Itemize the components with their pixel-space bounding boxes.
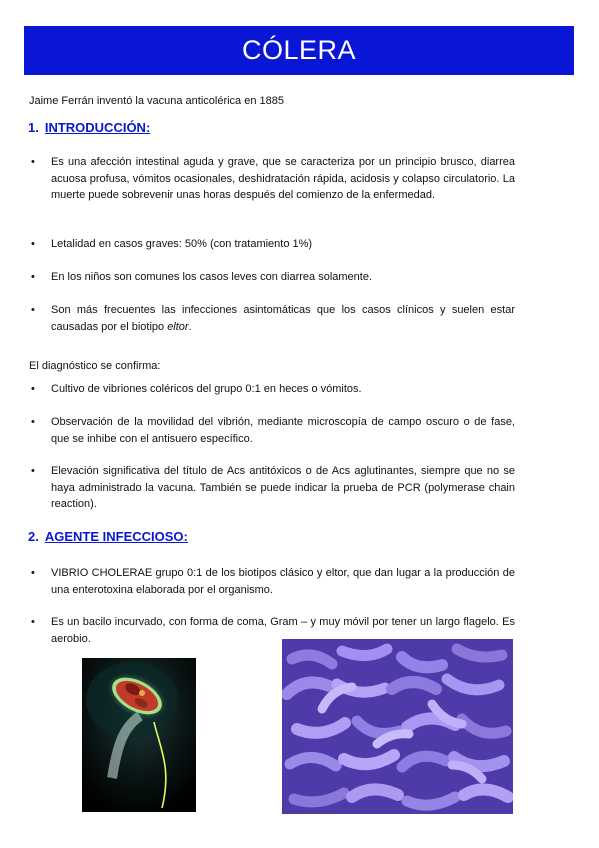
section-number: 1. xyxy=(28,120,39,135)
list-item xyxy=(31,302,515,335)
list-item-text: En los niños son comunes los casos leves con diarrea solamente. xyxy=(51,271,373,283)
bullet-icon: • xyxy=(31,465,35,477)
list-item-text: Letalidad en casos graves: 50% (con tratamiento 1%) xyxy=(51,238,313,250)
list-item xyxy=(31,154,515,204)
bullet-icon: • xyxy=(31,416,35,428)
list-item-text: VIBRIO CHOLERAE grupo 0:1 de los biotipos clásico y eltor, que dan lugar a la producción de una enterotoxina elaborada por el organismo. xyxy=(51,567,515,596)
list-item xyxy=(31,269,515,286)
section-heading-introduccion xyxy=(28,120,150,135)
list-item-text: Cultivo de vibriones coléricos del grupo 0:1 en heces o vómitos. xyxy=(51,383,362,395)
list-item xyxy=(31,381,515,398)
bullet-icon: • xyxy=(31,383,35,395)
list-item-text: Es una afección intestinal aguda y grave, que se caracteriza por un principio brusco, diarrea acuosa profusa, vómitos ocasionales, deshidratación rápida, acidosis y colapso circulatorio. La muerte puede sobrevenir unas horas después del comienzo de la enfermedad. xyxy=(51,156,515,201)
list-item-text: Son más frecuentes las infecciones asintomáticas que los casos clínicos y suelen estar causadas por el biotipo eltor. xyxy=(51,304,515,333)
title-banner xyxy=(24,26,574,75)
list-item-text: Observación de la movilidad del vibrión, mediante microscopía de campo oscuro o de fase, que se inhibe con el antisuero específico. xyxy=(51,416,515,445)
diagnosis-label: El diagnóstico se confirma: xyxy=(29,360,161,372)
vibrio-cell-illustration xyxy=(82,658,196,812)
section-title: AGENTE INFECCIOSO: xyxy=(44,529,188,544)
list-item xyxy=(31,414,515,447)
section-number: 2. xyxy=(28,529,39,544)
vibrio-colony-illustration xyxy=(282,639,513,814)
intro-line: Jaime Ferrán inventó la vacuna anticolérica en 1885 xyxy=(29,95,284,107)
list-item-text: Elevación significativa del título de Acs antitóxicos o de Acs aglutinantes, siempre que no se haya administrado la vacuna. También se puede indicar la prueba de PCR (polymerase chain reaction). xyxy=(51,465,515,510)
page-title: CÓLERA xyxy=(241,35,357,65)
section-title: INTRODUCCIÓN: xyxy=(44,120,151,135)
bullet-icon: • xyxy=(31,238,35,250)
list-item-text: Es un bacilo incurvado, con forma de coma, Gram – y muy móvil por tener un largo flagelo. Es aerobio. xyxy=(51,616,515,645)
bullet-icon: • xyxy=(31,156,35,168)
list-item xyxy=(31,565,515,598)
bullet-icon: • xyxy=(31,271,35,283)
vibrio-colony-image xyxy=(282,639,513,814)
bullet-icon: • xyxy=(31,567,35,579)
bullet-icon: • xyxy=(31,616,35,628)
vibrio-single-cell-image xyxy=(82,658,196,812)
bullet-icon: • xyxy=(31,304,35,316)
list-item xyxy=(31,463,515,513)
list-item xyxy=(31,236,515,253)
section-heading-agente-infeccioso xyxy=(28,529,188,544)
